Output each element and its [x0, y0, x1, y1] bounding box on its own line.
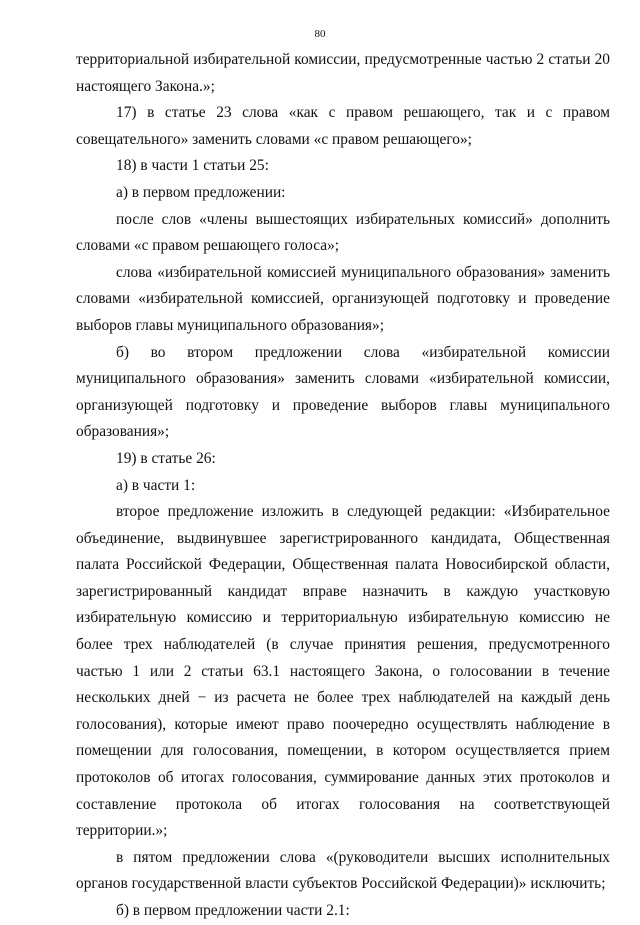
paragraph: 18) в части 1 статьи 25:	[116, 157, 269, 175]
paragraph: а) в части 1:	[116, 476, 196, 494]
paragraph: а) в первом предложении:	[116, 183, 286, 201]
paragraph: 17) в статье 23 слова «как с правом решающего, так и с правом совещательного» заменить словами «с правом решающего»;	[76, 104, 610, 148]
paragraph: второе предложение изложить в следующей редакции: «Избирательное объединение, выдвинувшее зарегистрированного кандидата, Общественная палата Российской Федерации, Общественная палата Новосибирской области, зарегистрированный кандидат вправе назначить в каждую участковую избирательную комиссию и территориальную избирательную комиссию не более трех наблюдателей (в случае принятия решения, предусмотренного частью 1 или 2 статьи 63.1 настоящего Закона, о голосовании в течение нескольких дней − из расчета не более трех наблюдателей на каждый день голосования), которые имеют право поочередно осуществлять наблюдение в помещении для голосования, помещении, в котором осуществляется прием протоколов об итогах голосования, суммирование данных этих протоколов и составление протокола об итогах голосования на соответствующей территории.»;	[76, 503, 610, 840]
paragraph: б) в первом предложении части 2.1:	[116, 902, 350, 919]
paragraph: 19) в статье 26:	[116, 449, 216, 467]
paragraph: территориальной избирательной комиссии, предусмотренные частью 2 статьи 20 настоящего Закона.»;	[76, 51, 610, 95]
page-number: 80	[314, 28, 326, 40]
paragraph: в пятом предложении слова «(руководители высших исполнительных органов государственной власти субъектов Российской Федерации)» исключить;	[76, 848, 610, 893]
paragraph: слова «избирательной комиссией муниципального образования» заменить словами «избирательной комиссией, организующей подготовку и проведение выборов главы муниципального образования»;	[76, 263, 610, 334]
paragraph: после слов «члены вышестоящих избирательных комиссий» дополнить словами «с правом решающего голоса»;	[76, 210, 610, 255]
paragraph: б) во втором предложении слова «избирательной комиссии муниципального образования» заменить словами «избирательной комиссии, организующей подготовку и проведение выборов главы муниципального образования»;	[76, 343, 610, 441]
document-body	[76, 47, 610, 925]
